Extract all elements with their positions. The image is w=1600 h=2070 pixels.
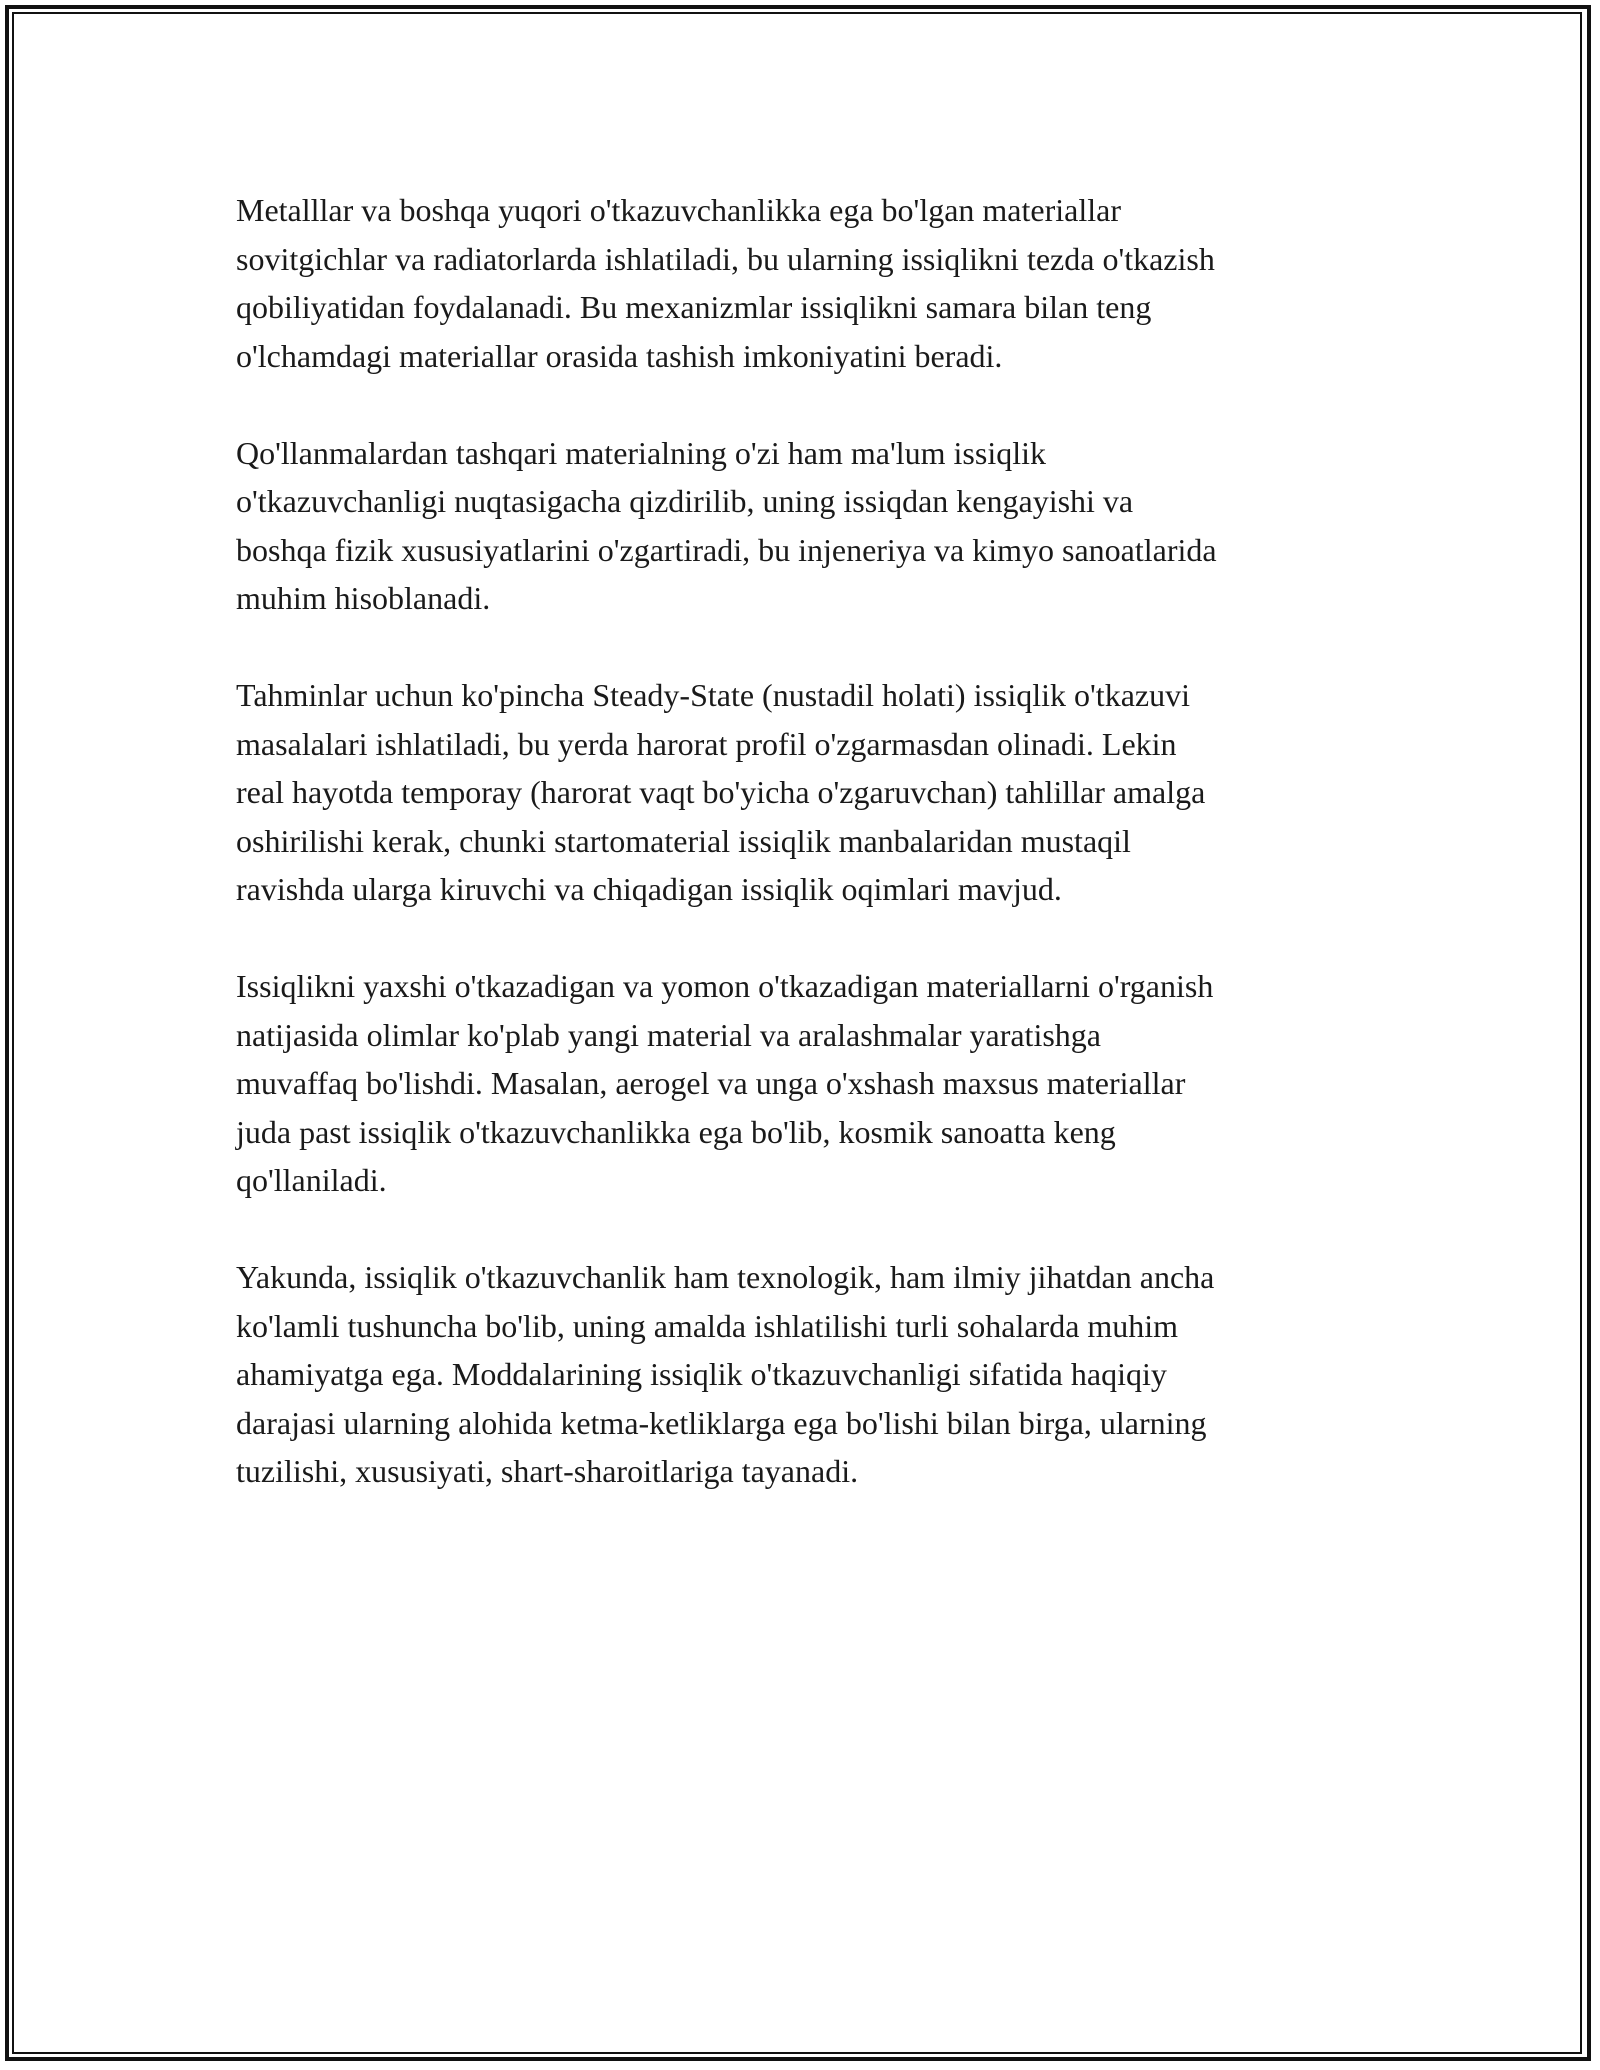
paragraph-3: Tahminlar uchun ko'pincha Steady-State (nustadil holati) issiqlik o'tkazuvi masalalari ishlatiladi, bu yerda harorat profil o'zgarmasdan olinadi. Lekin real hayotda temporay (harorat vaqt bo'yicha o'zgaruvchan) tahlillar amalga oshirilishi kerak, chunki startomaterial issiqlik manbalaridan mustaqil ravishda ularga kiruvchi va chiqadigan issiqlik oqimlari mavjud. <box>236 677 1206 907</box>
paragraph-1: Metalllar va boshqa yuqori o'tkazuvchanlikka ega bo'lgan materiallar sovitgichlar va radiatorlarda ishlatiladi, bu ularning issiqlikni tezda o'tkazish qobiliyatidan foydalanadi. Bu mexanizmlar issiqlikni samara bilan teng o'lchamdagi materiallar orasida tashish imkoniyatini beradi. <box>236 192 1215 374</box>
paragraph-5: Yakunda, issiqlik o'tkazuvchanlik ham texnologik, ham ilmiy jihatdan ancha ko'lamli tushuncha bo'lib, uning amalda ishlatilishi turli sohalarda muhim ahamiyatga ega. Moddalarining issiqlik o'tkazuvchanligi sifatida haqiqiy darajasi ularning alohida ketma-ketliklarga ega bo'lishi bilan birga, ularning tuzilishi, xususiyati, shart-sharoitlariga tayanadi. <box>236 1259 1215 1489</box>
paragraph-4: Issiqlikni yaxshi o'tkazadigan va yomon o'tkazadigan materiallarni o'rganish natijasida olimlar ko'plab yangi material va aralashmalar yaratishga muvaffaq bo'lishdi. Masalan, aerogel va unga o'xshash maxsus materiallar juda past issiqlik o'tkazuvchanlikka ega bo'lib, kosmik sanoatta keng qo'llaniladi. <box>236 968 1214 1198</box>
paragraph-2: Qo'llanmalardan tashqari materialning o'zi ham ma'lum issiqlik o'tkazuvchanligi nuqtasigacha qizdirilib, uning issiqdan kengayishi va boshqa fizik xususiyatlarini o'zgartiradi, bu injeneriya va kimyo sanoatlarida muhim hisoblanadi. <box>236 434 1217 616</box>
document-body <box>236 186 1366 1544</box>
